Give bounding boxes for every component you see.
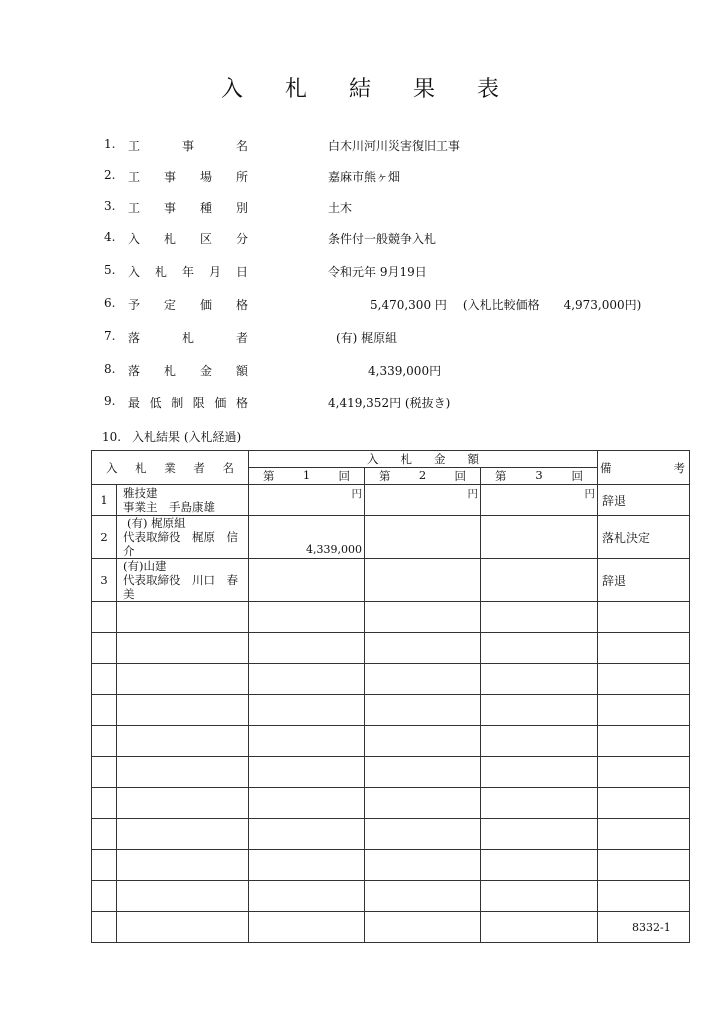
- info-number: 8.: [104, 362, 116, 376]
- empty-cell: [92, 850, 117, 881]
- empty-table-row: [92, 633, 690, 664]
- table-row: [92, 485, 690, 516]
- round-label-part: 3: [535, 468, 543, 482]
- empty-cell: [249, 788, 365, 819]
- info-value: 4,339,000円: [368, 364, 442, 378]
- info-value: 白木川河川災害復旧工事: [328, 139, 461, 153]
- bid-results-table: [91, 450, 690, 943]
- info-number: 9.: [104, 394, 116, 408]
- empty-cell: [249, 757, 365, 788]
- round-label-part: 第: [263, 469, 275, 483]
- header-char: 備: [600, 460, 612, 475]
- planned-price-value: 5,470,300 円: [370, 298, 447, 312]
- empty-cell: [365, 757, 481, 788]
- bidder-representative: 代表取締役 川口 春美: [123, 573, 238, 601]
- empty-cell: [481, 695, 598, 726]
- round-label-part: 回: [571, 469, 584, 483]
- round-label-part: 第: [495, 469, 507, 483]
- bidder-name-cell: [117, 485, 249, 516]
- info-label: 落 札 金 額: [128, 364, 248, 378]
- empty-cell: [117, 695, 249, 726]
- info-row: [0, 263, 720, 285]
- empty-table-row: [92, 695, 690, 726]
- row-number: 1: [92, 485, 117, 516]
- bid-amount-round-2: [365, 485, 481, 516]
- round-label-part: 第: [379, 469, 391, 483]
- info-number: 2.: [104, 168, 116, 182]
- info-row: [0, 230, 720, 252]
- info-label: 入 札 年 月 日: [128, 265, 248, 279]
- info-label: 最 低 制 限 価 格: [128, 396, 248, 410]
- empty-cell: [365, 881, 481, 912]
- empty-cell: [249, 726, 365, 757]
- header-round-2: [365, 468, 481, 485]
- empty-cell: [249, 912, 365, 943]
- header-char: 札: [135, 460, 147, 475]
- info-number: 1.: [104, 137, 116, 151]
- table-header-row: [92, 451, 690, 468]
- empty-cell: [481, 602, 598, 633]
- empty-cell: [92, 788, 117, 819]
- empty-table-row: [92, 602, 690, 633]
- info-label: 予 定 価 格: [128, 298, 248, 312]
- header-remarks: [598, 451, 690, 485]
- empty-cell: [92, 664, 117, 695]
- empty-cell: [365, 664, 481, 695]
- empty-table-row: [92, 757, 690, 788]
- header-remarks-label: [598, 460, 689, 476]
- header-char: 入: [367, 452, 379, 466]
- bid-amount-round-3: [481, 559, 598, 602]
- empty-cell: [92, 881, 117, 912]
- header-char: 入: [106, 460, 118, 475]
- header-bid-amount: [249, 451, 598, 468]
- bid-amount-round-3: [481, 516, 598, 559]
- bid-amount-round-3: [481, 485, 598, 516]
- empty-cell: [598, 695, 690, 726]
- empty-table-row: [92, 912, 690, 943]
- empty-table-row: [92, 664, 690, 695]
- empty-cell: [481, 819, 598, 850]
- round-label-part: 2: [418, 468, 427, 482]
- empty-cell: [92, 633, 117, 664]
- empty-table-row: [92, 819, 690, 850]
- bid-amount-round-1: [249, 485, 365, 516]
- empty-cell: [92, 819, 117, 850]
- info-row: [0, 137, 720, 159]
- empty-cell: [249, 850, 365, 881]
- bidder-name-cell: [117, 559, 249, 602]
- info-value: (有) 梶原組: [336, 331, 398, 345]
- info-row: [0, 394, 720, 416]
- bidder-name-cell: [117, 516, 249, 559]
- empty-cell: [117, 850, 249, 881]
- empty-cell: [117, 726, 249, 757]
- empty-table-row: [92, 881, 690, 912]
- empty-cell: [598, 819, 690, 850]
- info-label: 工 事 場 所: [128, 170, 248, 184]
- empty-cell: [598, 850, 690, 881]
- empty-cell: [92, 726, 117, 757]
- empty-cell: [117, 664, 249, 695]
- empty-cell: [598, 602, 690, 633]
- header-char: 名: [222, 460, 234, 475]
- header-char: 考: [673, 460, 686, 475]
- empty-cell: [481, 757, 598, 788]
- empty-cell: [598, 788, 690, 819]
- empty-cell: [598, 633, 690, 664]
- header-char: 者: [193, 460, 205, 475]
- info-label: 入 札 区 分: [128, 232, 248, 246]
- info-label: 工 事 名: [128, 139, 248, 153]
- bid-amount-round-2: [365, 559, 481, 602]
- bidder-representative: 事業主 手島康雄: [123, 500, 215, 514]
- empty-cell: [365, 726, 481, 757]
- empty-cell: [92, 912, 117, 943]
- empty-table-row: [92, 726, 690, 757]
- empty-cell: [481, 726, 598, 757]
- empty-cell: [481, 881, 598, 912]
- bid-amount-round-2: [365, 516, 481, 559]
- document-code: 8332-1: [632, 921, 671, 934]
- empty-cell: [117, 757, 249, 788]
- info-label: 落 札 者: [128, 331, 248, 345]
- row-number: 3: [92, 559, 117, 602]
- empty-cell: [481, 912, 598, 943]
- empty-cell: [365, 912, 481, 943]
- empty-cell: [365, 695, 481, 726]
- yen-unit: 円: [467, 488, 478, 500]
- empty-cell: [365, 788, 481, 819]
- remark-cell: 辞退: [598, 485, 690, 516]
- page-title: 入札結果表: [220, 77, 541, 102]
- empty-cell: [481, 788, 598, 819]
- empty-cell: [365, 819, 481, 850]
- bid-amount-value: 4,339,000: [306, 543, 362, 556]
- bid-amount-round-1: [249, 559, 365, 602]
- info-number: 4.: [104, 230, 116, 244]
- empty-cell: [598, 726, 690, 757]
- section-number: 10.: [102, 430, 122, 444]
- info-value: [328, 296, 641, 313]
- empty-table-row: [92, 788, 690, 819]
- empty-cell: [249, 633, 365, 664]
- header-char: 金: [434, 452, 446, 466]
- remark-cell: 落札決定: [598, 516, 690, 559]
- header-round-3: [481, 468, 598, 485]
- header-char: 札: [400, 452, 412, 466]
- info-value: 嘉麻市熊ヶ畑: [328, 170, 401, 184]
- empty-cell: [117, 912, 249, 943]
- empty-cell: [249, 695, 365, 726]
- empty-cell: [92, 757, 117, 788]
- row-number: 2: [92, 516, 117, 559]
- empty-cell: [92, 695, 117, 726]
- comparison-price-value: (入札比較価格 4,973,000円): [462, 298, 642, 312]
- empty-cell: [365, 602, 481, 633]
- bidder-company: (有)山建: [123, 559, 167, 573]
- yen-unit: 円: [351, 488, 362, 500]
- info-value: 令和元年 9月19日: [328, 265, 427, 279]
- info-value: 条件付一般競争入札: [328, 232, 437, 246]
- empty-cell: [249, 602, 365, 633]
- empty-cell: [117, 881, 249, 912]
- info-row: [0, 199, 720, 221]
- empty-cell: [598, 664, 690, 695]
- round-label-part: 回: [338, 469, 350, 483]
- empty-cell: [598, 757, 690, 788]
- info-number: 3.: [104, 199, 116, 213]
- info-value: 土木: [328, 201, 353, 215]
- bidder-company: (有) 梶原組: [127, 516, 186, 530]
- header-bidder-name: [92, 451, 249, 485]
- info-row: [0, 362, 720, 384]
- empty-cell: [249, 664, 365, 695]
- yen-unit: 円: [584, 488, 596, 500]
- empty-cell: [598, 881, 690, 912]
- header-round-1: [249, 468, 365, 485]
- empty-cell: [365, 633, 481, 664]
- empty-cell: [117, 819, 249, 850]
- empty-cell: [249, 819, 365, 850]
- info-row: [0, 296, 720, 318]
- section-bid-results-heading: [102, 428, 241, 445]
- empty-cell: [92, 602, 117, 633]
- empty-table-row: [92, 850, 690, 881]
- bidder-representative: 代表取締役 梶原 信介: [123, 530, 238, 558]
- remark-cell: 辞退: [598, 559, 690, 602]
- empty-cell: [249, 881, 365, 912]
- empty-cell: [365, 850, 481, 881]
- header-bidder-label: [92, 460, 248, 476]
- round-label-part: 回: [454, 469, 466, 483]
- info-row: [0, 168, 720, 190]
- info-number: 7.: [104, 329, 116, 343]
- info-value: 4,419,352円 (税抜き): [328, 396, 451, 410]
- bidder-company: 雅技建: [123, 486, 158, 500]
- empty-cell: [117, 633, 249, 664]
- info-label: 工 事 種 別: [128, 201, 248, 215]
- info-row: [0, 329, 720, 351]
- empty-cell: [481, 664, 598, 695]
- table-row: [92, 559, 690, 602]
- info-number: 5.: [104, 263, 116, 277]
- bid-amount-round-1: [249, 516, 365, 559]
- empty-cell: [117, 788, 249, 819]
- section-label: 入札結果 (入札経過): [132, 430, 242, 444]
- table-row: [92, 516, 690, 559]
- empty-cell: [481, 633, 598, 664]
- empty-cell: [481, 850, 598, 881]
- empty-cell: [117, 602, 249, 633]
- header-char: 業: [164, 460, 176, 475]
- round-label-part: 1: [302, 468, 311, 482]
- info-number: 6.: [104, 296, 116, 310]
- header-amount-label: [249, 451, 597, 467]
- header-char: 額: [467, 452, 479, 466]
